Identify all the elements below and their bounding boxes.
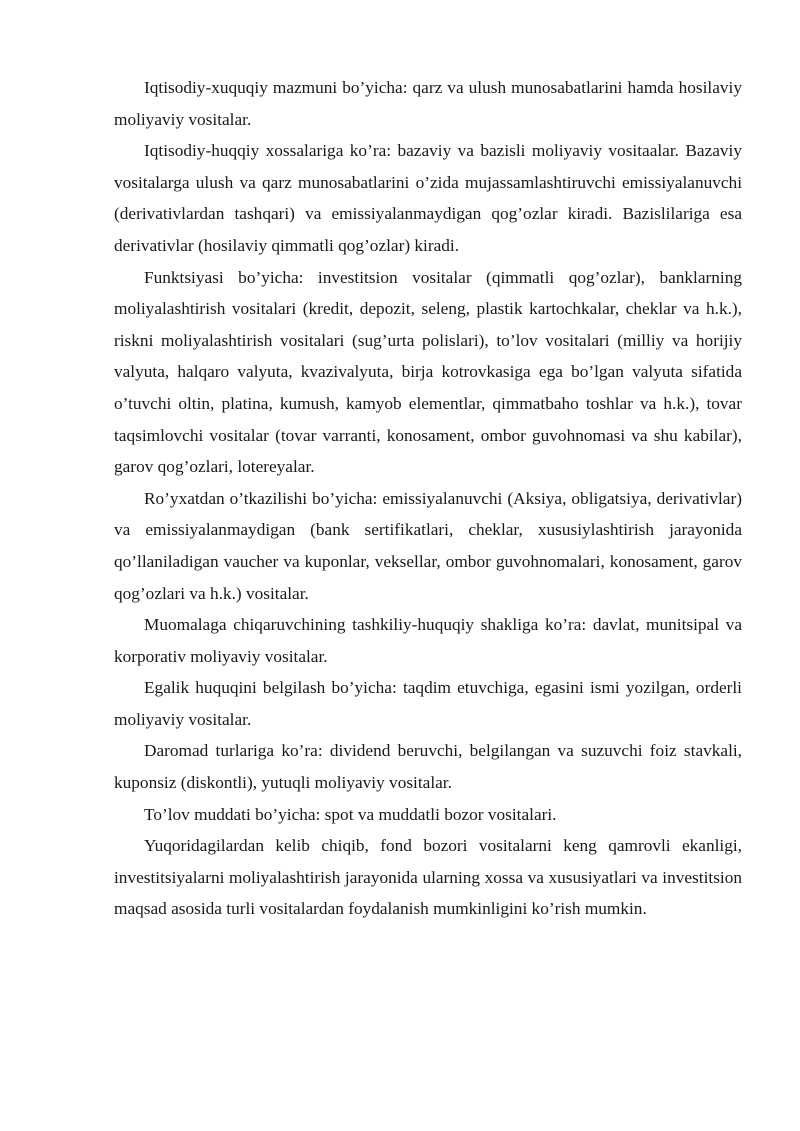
paragraph-issuer-legal-form: Muomalaga chiqaruvchining tashkiliy-huquqiy shakliga ko’ra: davlat, munitsipal va korporativ moliyaviy vositalar.: [114, 615, 742, 666]
paragraph-function: Funktsiyasi bo’yicha: investitsion vositalar (qimmatli qog’ozlar), banklarning moliyalashtirish vositalari (kredit, depozit, seleng, plastik kartochkalar, cheklar va h.k.), riskni moliyalashtirish vositalari (sug’urta polislari), to’lov vositalari (milliy va horijiy valyuta, halqaro valyuta, kvazivalyuta, birja kotrovkasiga ega bo’lgan valyuta sifatida o’tuvchi oltin, platina, kumush, kamyob elementlar, qimmatbaho toshlar va h.k.), tovar taqsimlovchi vositalar (tovar varranti, konosament, ombor guvohnomasi va shu kabilar), garov qog’ozlari, lotereyalar.: [114, 267, 742, 477]
paragraph-ownership: Egalik huquqini belgilash bo’yicha: taqdim etuvchiga, egasini ismi yozilgan, orderli moliyaviy vositalar.: [114, 678, 742, 729]
paragraph-payment-term: To’lov muddati bo’yicha: spot va muddatli bozor vositalari.: [144, 804, 557, 824]
paragraph-economic-legal-content: Iqtisodiy-xuquqiy mazmuni bo’yicha: qarz va ulush munosabatlarini hamda hosilaviy moliyaviy vositalar.: [114, 78, 742, 129]
paragraph-income-types: Daromad turlariga ko’ra: dividend beruvchi, belgilangan va suzuvchi foiz stavkali, kuponsiz (diskontli), yutuqli moliyaviy vositalar.: [114, 741, 742, 793]
paragraph-registration: Ro’yxatdan o’tkazilishi bo’yicha: emissiyalanuvchi (Aksiya, obligatsiya, derivativlar) va emissiyalanmaydigan (bank sertifikatlari, cheklar, xususiylashtirish jarayonida qo’llaniladigan vaucher va kuponlar, veksellar, ombor guvohnomalari, konosament, garov qog’ozlari va h.k.) vositalar.: [114, 488, 742, 603]
document-body: [114, 72, 742, 925]
paragraph-economic-legal-properties: Iqtisodiy-huqqiy xossalariga ko’ra: bazaviy va bazisli moliyaviy vositaalar. Bazaviy vositalarga ulush va qarz munosabatlarini o’zida mujassamlashtiruvchi emissiyalanuvchi (derivativlardan tashqari) va emissiyalanmaydigan qog’ozlar kiradi. Bazislilariga esa derivativlar (hosilaviy qimmatli qog’ozlar) kiradi.: [114, 141, 742, 255]
paragraph-conclusion: Yuqoridagilardan kelib chiqib, fond bozori vositalarni keng qamrovli ekanligi, investitsiyalarni moliyalashtirish jarayonida ularning xossa va xususiyatlari va investitsion maqsad asosida turli vositalardan foydalanish mumkinligini ko’rish mumkin.: [114, 836, 742, 919]
